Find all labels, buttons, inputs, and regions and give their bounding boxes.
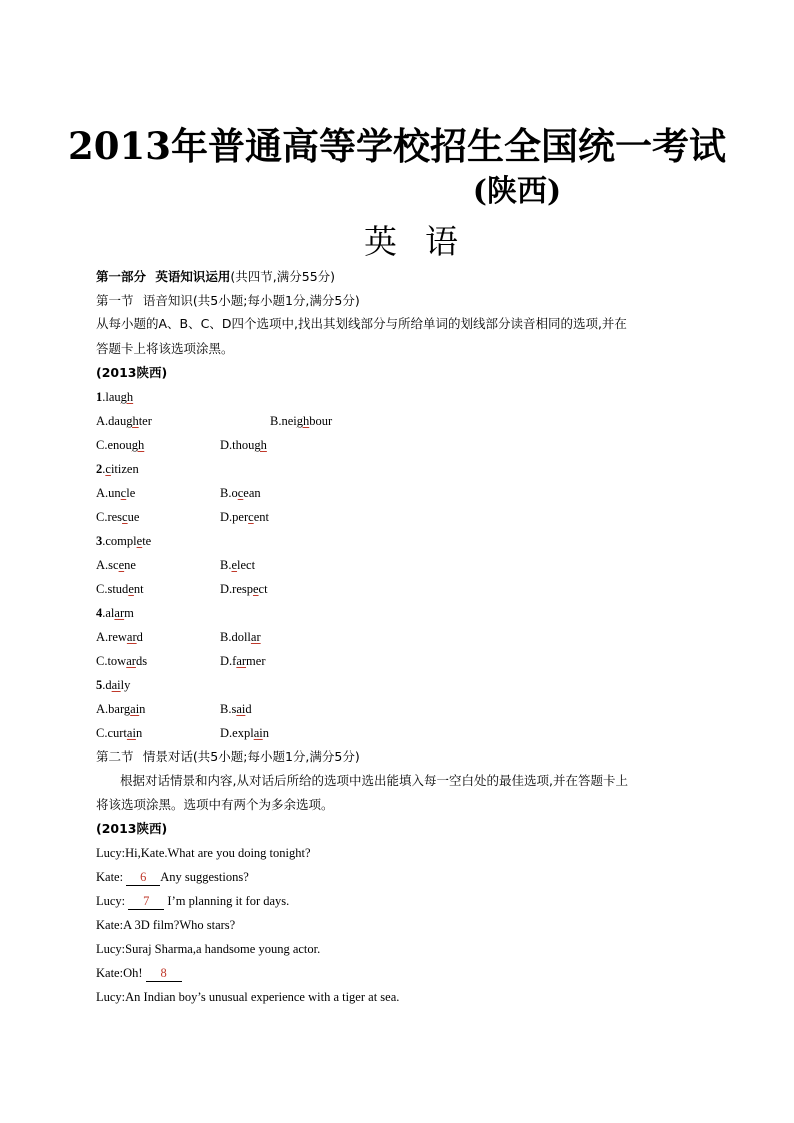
option-a: A.uncle — [96, 486, 136, 500]
section1-instruction-2: 答题卡上将该选项涂黑。 — [96, 341, 234, 356]
answer-blank[interactable]: 7 — [128, 894, 164, 910]
question-stem: 2.citizen — [96, 462, 139, 476]
question-stem: 5.daily — [96, 678, 131, 692]
exam-province: (陕西) — [472, 174, 562, 209]
option-a: A.scene — [96, 558, 136, 572]
dialogue-line-1: Lucy:Hi,Kate.What are you doing tonight? — [96, 846, 311, 860]
option-c: C.curtain — [96, 726, 143, 740]
option-b: B.ocean — [220, 486, 261, 500]
section1-instruction-1: 从每小题的A、B、C、D四个选项中,找出其划线部分与所给单词的划线部分读音相同的选项,并在 — [96, 316, 627, 331]
section2-instruction-2: 将该选项涂黑。选项中有两个为多余选项。 — [96, 797, 334, 812]
section2-heading: 第二节 情景对话(共5小题;每小题1分,满分5分) — [96, 749, 360, 764]
option-b: B.dollar — [220, 630, 261, 644]
exam-title: 2013年普通高等学校招生全国统一考试 — [68, 124, 726, 168]
question-stem: 4.alarm — [96, 606, 134, 620]
dialogue-line-2: Kate: 6 Any suggestions? — [96, 870, 249, 884]
dialogue-line-5: Lucy:Suraj Sharma,a handsome young actor. — [96, 942, 321, 956]
answer-blank[interactable]: 6 — [126, 870, 160, 886]
option-d: D.explain — [220, 726, 269, 740]
dialogue-line-4: Kate:A 3D film?Who stars? — [96, 918, 236, 932]
option-d: D.percent — [220, 510, 269, 524]
question-stem: 1.laugh — [96, 390, 134, 404]
option-d: D.though — [220, 438, 267, 452]
option-c: C.towards — [96, 654, 148, 668]
section1-heading: 第一节 语音知识(共5小题;每小题1分,满分5分) — [96, 293, 360, 308]
option-c: C.rescue — [96, 510, 140, 524]
section1-source: (2013陕西) — [96, 365, 168, 380]
option-b: B.neighbour — [270, 414, 333, 428]
section2-source: (2013陕西) — [96, 821, 168, 836]
option-b: B.elect — [220, 558, 256, 572]
option-d: D.respect — [220, 582, 268, 596]
option-c: C.enough — [96, 438, 145, 452]
question-stem: 3.complete — [96, 534, 152, 548]
dialogue-line-3: Lucy: 7 I’m planning it for days. — [96, 894, 290, 908]
part1-heading: 第一部分 英语知识运用(共四节,满分55分) — [96, 269, 336, 284]
exam-subject: 英语 — [364, 222, 486, 261]
answer-blank[interactable]: 8 — [146, 966, 182, 982]
option-a: A.bargain — [96, 702, 146, 716]
option-a: A.daughter — [96, 414, 152, 428]
option-b: B.said — [220, 702, 252, 716]
option-c: C.student — [96, 582, 144, 596]
dialogue-line-7: Lucy:An Indian boy’s unusual experience with a tiger at sea. — [96, 990, 400, 1004]
option-d: D.farmer — [220, 654, 266, 668]
section2-instruction-1: 根据对话情景和内容,从对话后所给的选项中选出能填入每一空白处的最佳选项,并在答题卡上 — [120, 773, 628, 788]
dialogue-line-6: Kate:Oh! 8 — [96, 964, 182, 982]
option-a: A.reward — [96, 630, 143, 644]
